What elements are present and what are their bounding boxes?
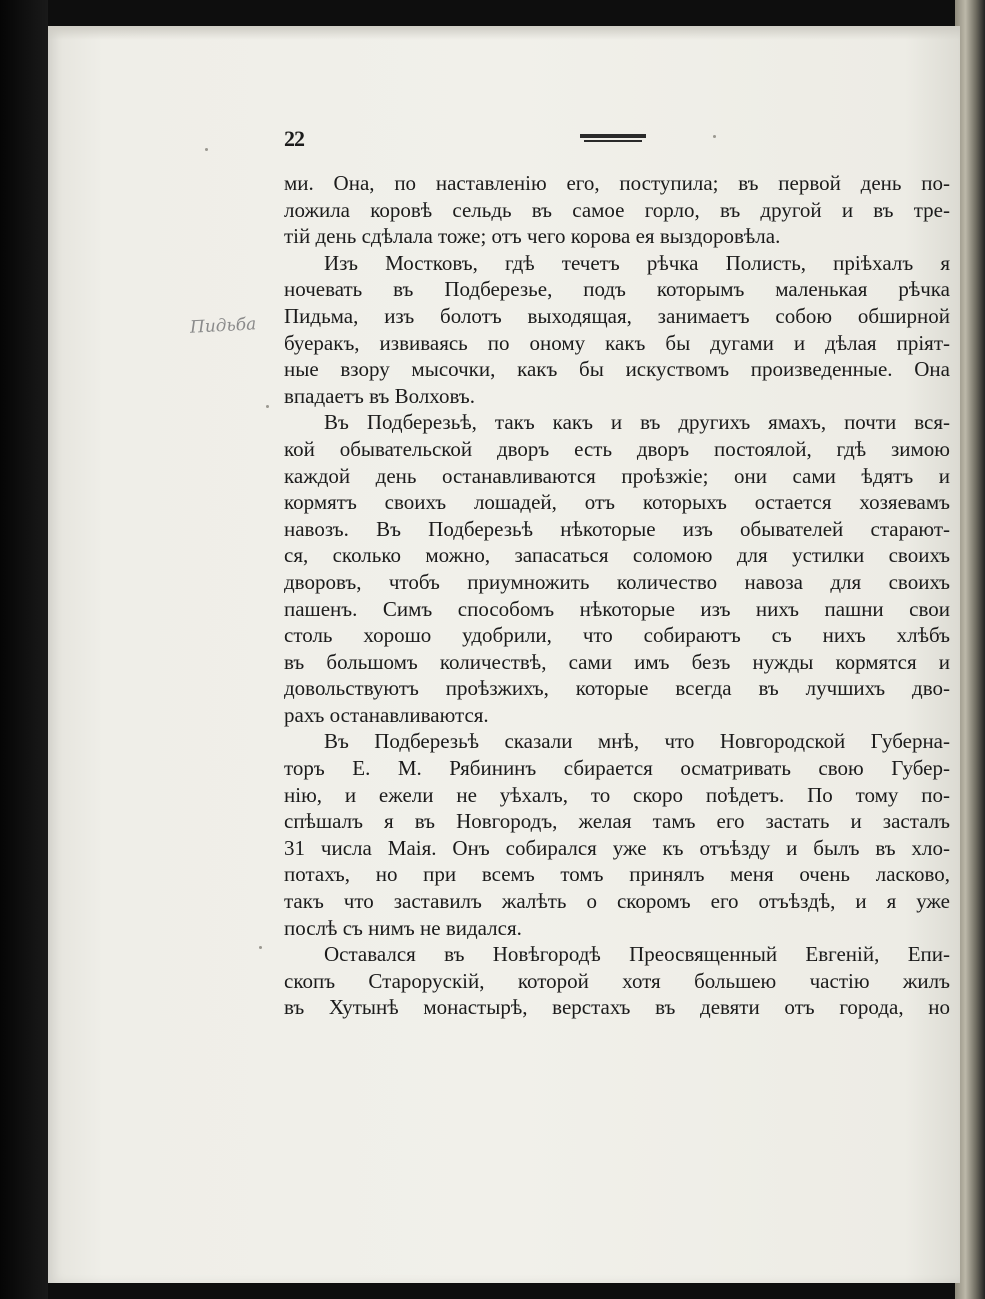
text-line: тій день сдѣлала тоже; отъ чего корова ея выздоровѣла. [284, 224, 781, 249]
text-line: Въ Подберезьѣ сказали мнѣ, что Новгородской Губерна- [324, 729, 950, 754]
text-line: ми. Она, по наставленію его, поступила; въ первой день по- [284, 171, 950, 195]
text-line: впадаетъ въ Волховъ. [284, 383, 475, 408]
text-line: въ Хутынѣ монастырѣ, верстахъ въ девяти отъ города, но [284, 995, 950, 1020]
text-line: ся, сколько можно, запасаться соломою для устилки своихъ [284, 543, 950, 568]
paper-speck [259, 946, 262, 949]
text-line: послѣ съ нимъ не видался. [284, 915, 522, 940]
text-line: довольствуютъ проѣзжихъ, которые всегда въ лучшихъ дво- [284, 676, 950, 701]
text-line: нію, и ежели не уѣхалъ, то скоро поѣдетъ. По тому по- [284, 782, 950, 807]
paper-speck [266, 405, 269, 408]
text-line: кой обывательской дворъ есть дворъ постоялой, гдѣ зимою [284, 436, 950, 461]
text-line: кормятъ своихъ лошадей, отъ которыхъ остается хозяевамъ [284, 490, 950, 515]
text-line: въ большомъ количествѣ, сами имъ безъ нужды кормятся и [284, 649, 950, 674]
margin-annotation: Пидьба [189, 314, 257, 338]
book-edge-left [0, 0, 48, 1299]
head-rule-ornament [580, 134, 646, 143]
text-line: пашенъ. Симъ способомъ нѣкоторые изъ нихъ пашни свои [284, 596, 950, 621]
text-line: такъ что заставилъ жалѣть о скоромъ его отъѣздѣ, и я уже [284, 889, 950, 914]
text-line: буеракъ, извиваясь по оному какъ бы дугами и дѣлая пріят- [284, 330, 950, 355]
page-top-shadow [48, 26, 960, 40]
text-line: ночевать въ Подберезье, подъ которымъ маленькая рѣчка [284, 277, 950, 302]
text-line: рахъ останавливаются. [284, 702, 489, 727]
text-line: торъ Е. М. Рябининъ сбирается осматривать свою Губер- [284, 756, 950, 781]
body-text [284, 170, 950, 1021]
text-line: потахъ, но при всемъ томъ принялъ меня очень ласково, [284, 862, 950, 887]
running-head [284, 126, 948, 150]
text-line: навозъ. Въ Подберезьѣ нѣкоторые изъ обывателей старают- [284, 516, 950, 541]
text-line: Оставался въ Новѣгородѣ Преосвященный Евгеній, Епи- [324, 942, 950, 967]
paper-speck [205, 148, 208, 151]
text-line: ные взору мысочки, какъ бы искуствомъ произведенные. Она [284, 357, 950, 382]
text-line: скопъ Старорускій, которой хотя большею частію жилъ [284, 968, 950, 993]
text-line: столь хорошо удобрили, что собираютъ съ нихъ хлѣбъ [284, 623, 950, 648]
text-line: Въ Подберезьѣ, такъ какъ и въ другихъ ямахъ, почти вся- [324, 410, 950, 435]
page-number: 22 [284, 126, 304, 151]
text-line: каждой день останавливаются проѣзжіе; они сами ѣдятъ и [284, 463, 950, 488]
text-line: 31 числа Маія. Онъ собирался уже къ отъѣзду и былъ въ хло- [284, 835, 950, 860]
text-line: дворовъ, чтобъ приумножить количество навоза для своихъ [284, 569, 950, 594]
text-line: ложила коровѣ сельдь въ самое горло, въ другой и въ тре- [284, 197, 950, 222]
text-line: Изъ Мостковъ, гдѣ течетъ рѣчка Полисть, пріѣхалъ я [324, 250, 950, 275]
text-line: спѣшалъ я въ Новгородъ, желая тамъ его застать и засталъ [284, 809, 950, 834]
text-line: Пидьма, изъ болотъ выходящая, занимаетъ собою обширной [284, 303, 950, 328]
